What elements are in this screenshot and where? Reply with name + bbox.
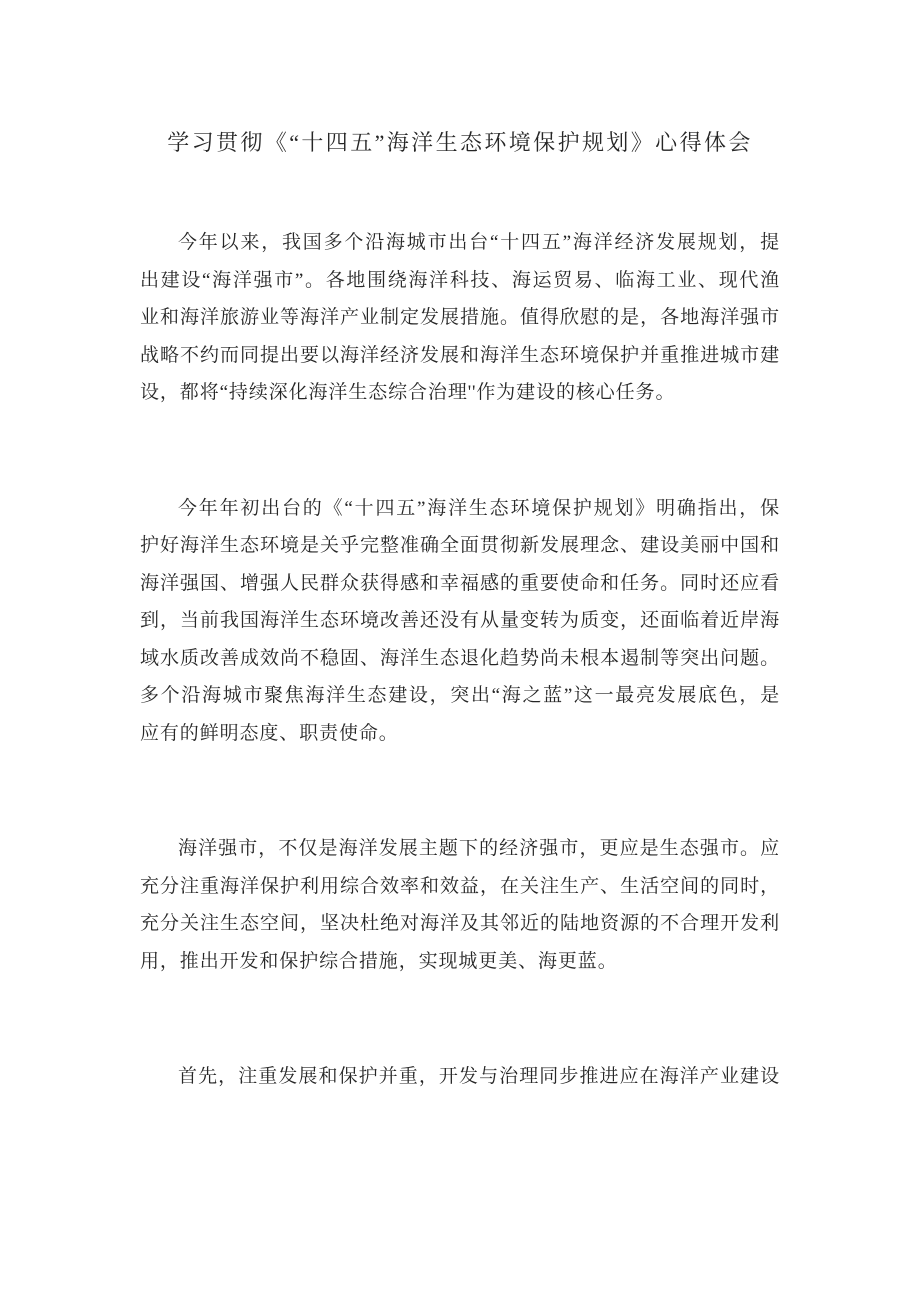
paragraph-line: 充分关注生态空间，坚决杜绝对海洋及其邻近的陆地资源的不合理开发利 (140, 913, 780, 934)
document-title: 学习贯彻《“十四五”海洋生态环境保护规划》心得体会 (167, 130, 753, 155)
paragraph-line: 海洋强国、增强人民群众获得感和幸福感的重要使命和任务。同时还应看 (140, 572, 780, 594)
paragraph-line: 到，当前我国海洋生态环境改善还没有从量变转为质变，还面临着近岸海 (140, 610, 780, 631)
paragraph-line: 用，推出开发和保护综合措施，实现城更美、海更蓝。 (140, 950, 618, 972)
paragraph (140, 830, 780, 980)
paragraph (140, 1058, 780, 1096)
paragraph-line: 业和海洋旅游业等海洋产业制定发展措施。值得欣慰的是，各地海洋强市 (140, 307, 780, 328)
paragraph-line: 多个沿海城市聚焦海洋生态建设，突出“海之蓝”这一最亮发展底色，是 (140, 685, 780, 706)
paragraph (140, 224, 780, 412)
paragraph-line: 今年以来，我国多个沿海城市出台“十四五”海洋经济发展规划，提 (178, 232, 780, 253)
paragraph-line: 域水质改善成效尚不稳固、海洋生态退化趋势尚未根本遏制等突出问题。 (140, 647, 780, 669)
paragraph-line: 首先，注重发展和保护并重，开发与治理同步推进应在海洋产业建设 (178, 1066, 780, 1087)
document-body (140, 224, 780, 1174)
paragraph-line: 应有的鲜明态度、职责使命。 (140, 722, 399, 744)
paragraph-line: 护好海洋生态环境是关乎完整准确全面贯彻新发展理念、建设美丽中国和 (140, 535, 780, 556)
paragraph (140, 490, 780, 753)
paragraph-line: 设，都将“持续深化海洋生态综合治理''作为建设的核心任务。 (140, 382, 676, 403)
paragraph-line: 海洋强市，不仅是海洋发展主题下的经济强市，更应是生态强市。应 (178, 838, 780, 859)
paragraph-line: 战略不约而同提出要以海洋经济发展和海洋生态环境保护并重推进城市建 (140, 344, 780, 366)
paragraph-line: 出建设“海洋强市”。各地围绕海洋科技、海运贸易、临海工业、现代渔 (140, 269, 780, 291)
paragraph-line: 今年年初出台的《“十四五”海洋生态环境保护规划》明确指出，保 (178, 497, 780, 519)
paragraph-line: 充分注重海洋保护利用综合效率和效益，在关注生产、生活空间的同时， (140, 875, 780, 897)
